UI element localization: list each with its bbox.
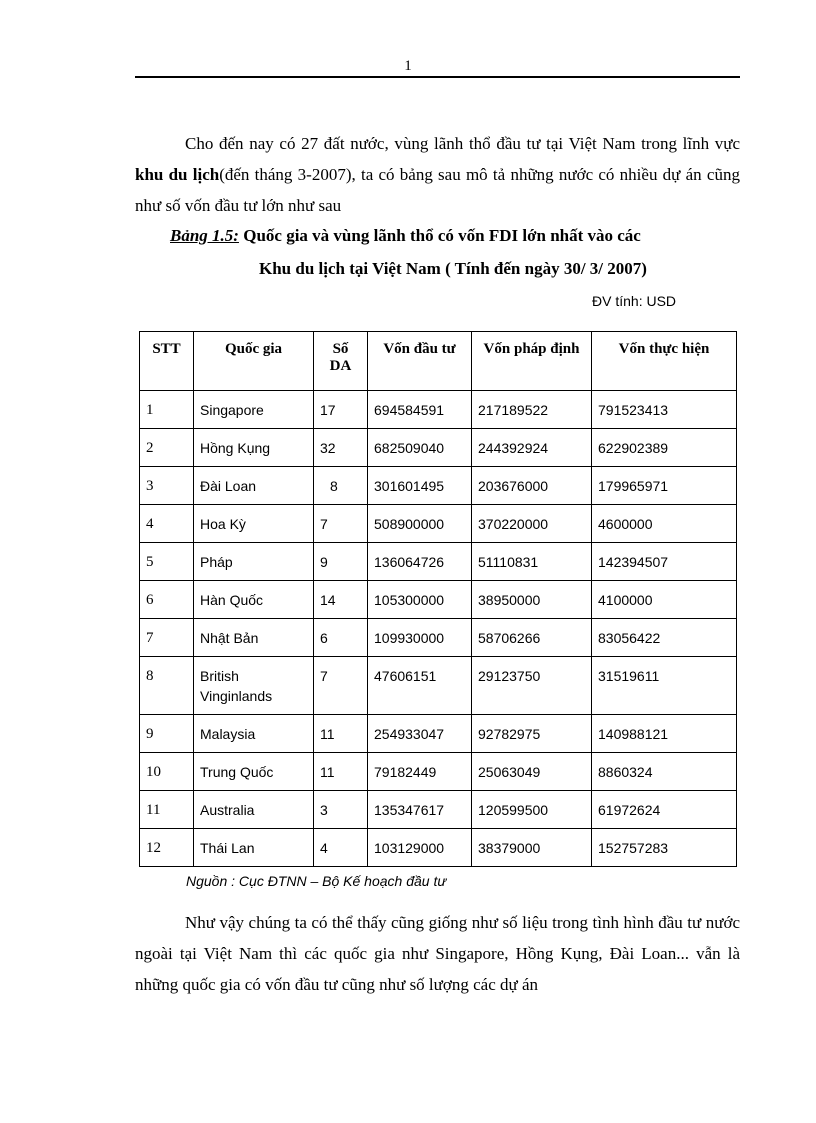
source-note: Nguồn : Cục ĐTNN – Bộ Kế hoạch đầu tư — [186, 873, 447, 889]
cell-legal-capital: 92782975 — [472, 715, 592, 753]
cell-stt: 3 — [140, 467, 194, 505]
table-row — [140, 715, 737, 753]
cell-country: Hoa Kỳ — [194, 505, 314, 543]
intro-text-before: Cho đến nay có 27 đất nước, vùng lãnh thổ đầu tư tại Việt Nam trong lĩnh vực — [185, 134, 740, 153]
cell-implemented-capital: 179965971 — [592, 467, 737, 505]
cell-stt: 9 — [140, 715, 194, 753]
cell-investment-capital: 694584591 — [368, 391, 472, 429]
cell-project-count: 11 — [314, 715, 368, 753]
table-row — [140, 829, 737, 867]
header-project-count: Số DA — [314, 332, 368, 391]
header-rule — [135, 76, 740, 78]
unit-note: ĐV tính: USD — [592, 293, 677, 309]
cell-implemented-capital: 152757283 — [592, 829, 737, 867]
cell-legal-capital: 120599500 — [472, 791, 592, 829]
cell-project-count: 6 — [314, 619, 368, 657]
cell-investment-capital: 254933047 — [368, 715, 472, 753]
header-stt: STT — [140, 332, 194, 391]
table-caption-title: Quốc gia và vùng lãnh thổ có vốn FDI lớn nhất vào các — [243, 226, 641, 245]
cell-investment-capital: 301601495 — [368, 467, 472, 505]
cell-stt: 7 — [140, 619, 194, 657]
cell-implemented-capital: 8860324 — [592, 753, 737, 791]
cell-investment-capital: 47606151 — [368, 657, 472, 715]
cell-investment-capital: 136064726 — [368, 543, 472, 581]
cell-stt: 2 — [140, 429, 194, 467]
cell-implemented-capital: 4600000 — [592, 505, 737, 543]
table-row — [140, 791, 737, 829]
cell-investment-capital: 508900000 — [368, 505, 472, 543]
cell-country: Đài Loan — [194, 467, 314, 505]
cell-project-count: 32 — [314, 429, 368, 467]
header-country: Quốc gia — [194, 332, 314, 391]
cell-project-count: 14 — [314, 581, 368, 619]
conclusion-paragraph: Như vậy chúng ta có thể thấy cũng giống như số liệu trong tình hình đầu tư nước ngoài tại Việt Nam thì các quốc gia như Singapore, Hồng Kụng, Đài Loan... vẫn là những quốc gia có vốn đầu tư cũng như số lượng các dự án — [135, 913, 740, 994]
cell-legal-capital: 203676000 — [472, 467, 592, 505]
cell-country: Thái Lan — [194, 829, 314, 867]
cell-legal-capital: 38950000 — [472, 581, 592, 619]
cell-project-count: 17 — [314, 391, 368, 429]
table-row — [140, 753, 737, 791]
cell-project-count: 7 — [314, 657, 368, 715]
cell-investment-capital: 103129000 — [368, 829, 472, 867]
intro-paragraph — [135, 128, 740, 221]
cell-investment-capital: 79182449 — [368, 753, 472, 791]
cell-stt: 6 — [140, 581, 194, 619]
cell-implemented-capital: 83056422 — [592, 619, 737, 657]
cell-investment-capital: 135347617 — [368, 791, 472, 829]
cell-investment-capital: 682509040 — [368, 429, 472, 467]
cell-implemented-capital: 4100000 — [592, 581, 737, 619]
cell-implemented-capital: 31519611 — [592, 657, 737, 715]
cell-investment-capital: 109930000 — [368, 619, 472, 657]
fdi-table — [139, 331, 737, 867]
header-investment-capital: Vốn đầu tư — [368, 332, 472, 391]
cell-project-count: 9 — [314, 543, 368, 581]
cell-stt: 1 — [140, 391, 194, 429]
cell-implemented-capital: 791523413 — [592, 391, 737, 429]
table-row — [140, 619, 737, 657]
cell-legal-capital: 370220000 — [472, 505, 592, 543]
table-header-row — [140, 332, 737, 391]
cell-stt: 10 — [140, 753, 194, 791]
cell-legal-capital: 51110831 — [472, 543, 592, 581]
header-legal-capital: Vốn pháp định — [472, 332, 592, 391]
cell-legal-capital: 217189522 — [472, 391, 592, 429]
cell-implemented-capital: 61972624 — [592, 791, 737, 829]
cell-project-count: 7 — [314, 505, 368, 543]
cell-stt: 11 — [140, 791, 194, 829]
cell-legal-capital: 29123750 — [472, 657, 592, 715]
table-row — [140, 581, 737, 619]
table-row — [140, 429, 737, 467]
cell-country: Singapore — [194, 391, 314, 429]
cell-stt: 4 — [140, 505, 194, 543]
intro-text-after: (đến tháng 3-2007), ta có bảng sau mô tả những nước có nhiều dự án cũng như số vốn đầu tư lớn như sau — [135, 165, 740, 215]
table-row — [140, 657, 737, 715]
intro-text-bold: khu du lịch — [135, 165, 220, 184]
cell-legal-capital: 25063049 — [472, 753, 592, 791]
cell-stt: 5 — [140, 543, 194, 581]
cell-country: Pháp — [194, 543, 314, 581]
cell-implemented-capital: 140988121 — [592, 715, 737, 753]
cell-project-count: 8 — [314, 467, 368, 505]
table-caption-line-2: Khu du lịch tại Việt Nam ( Tính đến ngày 30/ 3/ 2007) — [259, 259, 647, 278]
cell-investment-capital: 105300000 — [368, 581, 472, 619]
cell-legal-capital: 38379000 — [472, 829, 592, 867]
table-caption-line-1 — [170, 220, 740, 251]
table-row — [140, 391, 737, 429]
cell-project-count: 3 — [314, 791, 368, 829]
cell-country: Nhật Bản — [194, 619, 314, 657]
cell-country: Hàn Quốc — [194, 581, 314, 619]
cell-country: Hồng Kụng — [194, 429, 314, 467]
table-row — [140, 505, 737, 543]
cell-project-count: 11 — [314, 753, 368, 791]
cell-implemented-capital: 142394507 — [592, 543, 737, 581]
cell-legal-capital: 244392924 — [472, 429, 592, 467]
cell-implemented-capital: 622902389 — [592, 429, 737, 467]
cell-stt: 8 — [140, 657, 194, 715]
cell-country: British Vinginlands — [194, 657, 314, 715]
cell-project-count: 4 — [314, 829, 368, 867]
page-number: 1 — [404, 58, 412, 74]
header-implemented-capital: Vốn thực hiện — [592, 332, 737, 391]
cell-legal-capital: 58706266 — [472, 619, 592, 657]
table-row — [140, 543, 737, 581]
cell-stt: 12 — [140, 829, 194, 867]
table-caption-label: Bảng 1.5: — [170, 226, 239, 245]
cell-country: Australia — [194, 791, 314, 829]
table-row — [140, 467, 737, 505]
cell-country: Trung Quốc — [194, 753, 314, 791]
cell-country: Malaysia — [194, 715, 314, 753]
